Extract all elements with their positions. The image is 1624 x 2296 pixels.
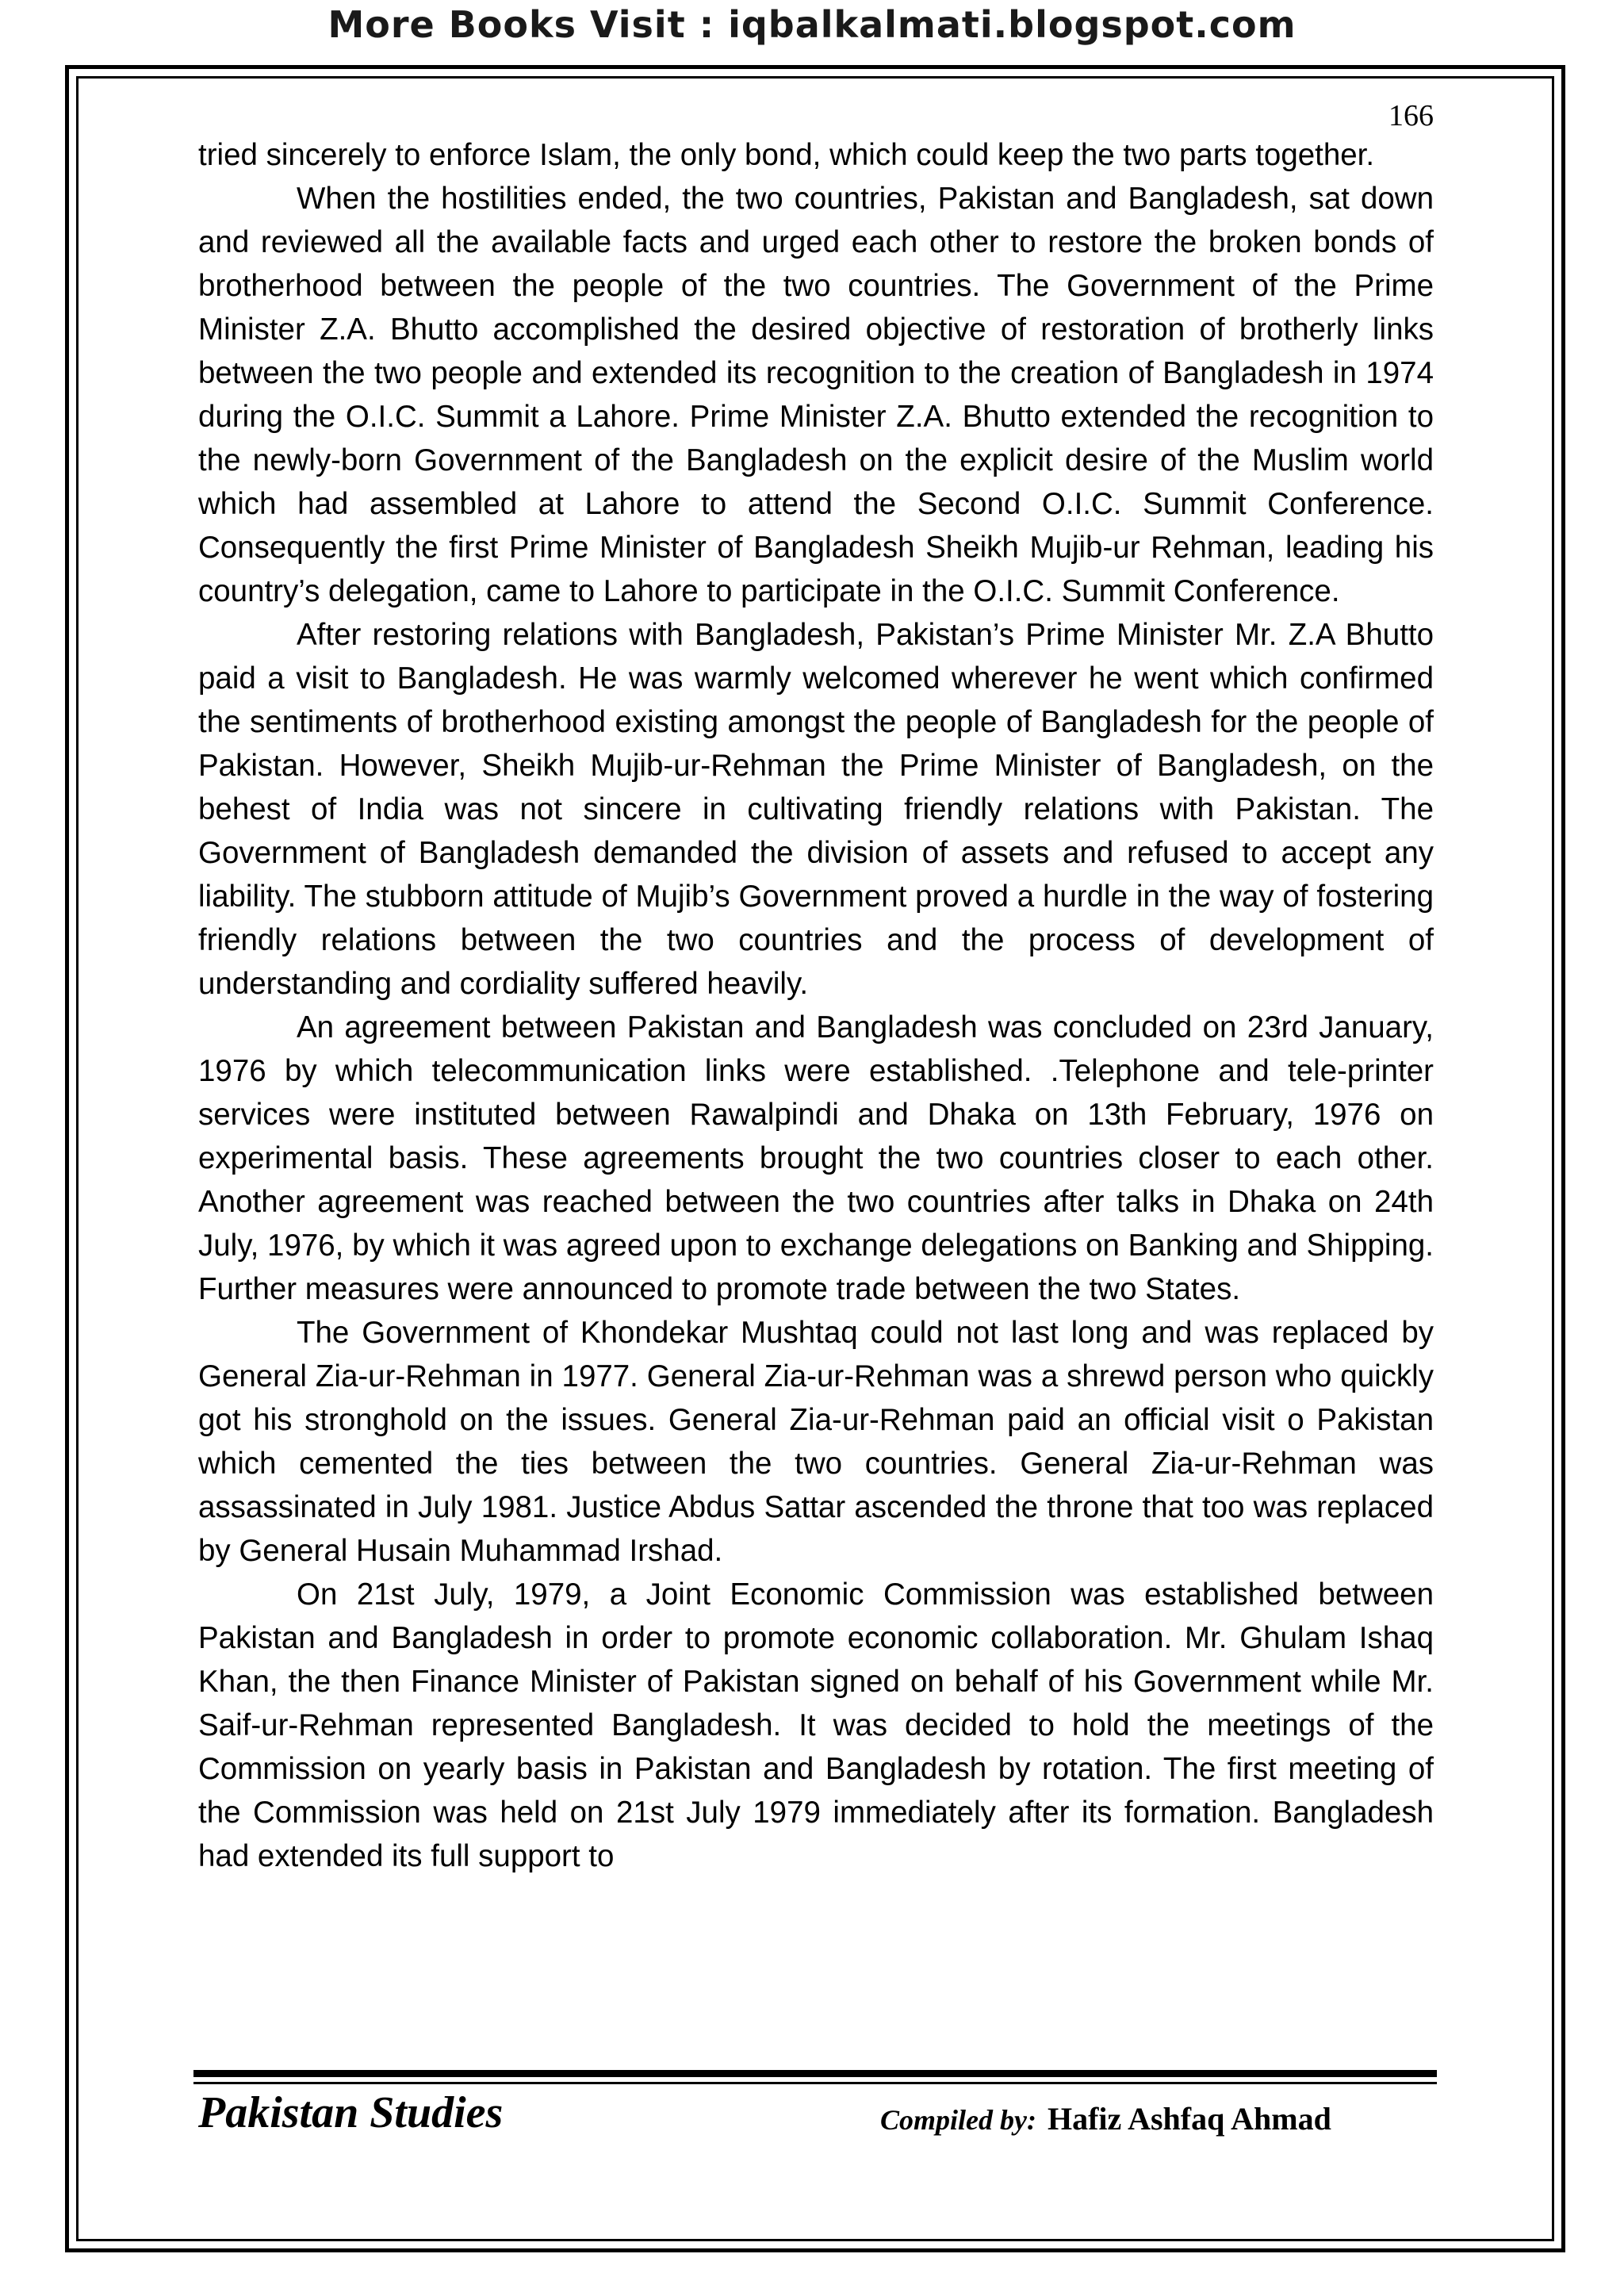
footer-book-title: Pakistan Studies bbox=[198, 2088, 504, 2137]
paragraph: The Government of Khondekar Mushtaq could not last long and was replaced by General Zia-ur-Rehman in 1977. General Zia-ur-Rehman was a shrewd person who quickly got his stronghold on the issues. General Zia-ur-Rehman paid an official visit o Pakistan which cemented the ties between the two countries. General Zia-ur-Rehman was assassinated in July 1981. Justice Abdus Sattar ascended the throne that too was replaced by General Husain Muhammad Irshad. bbox=[198, 1316, 1434, 1568]
author-name: Hafiz Ashfaq Ahmad bbox=[1047, 2101, 1331, 2137]
footer-rule-thick bbox=[193, 2070, 1437, 2077]
paragraph: An agreement between Pakistan and Bangladesh was concluded on 23rd January, 1976 by which telecommunication links were established. .Telephone and tele-printer services were instituted between Rawalpindi and Dhaka on 13th February, 1976 on experimental basis. These agreements brought the two countries closer to each other. Another agreement was reached between the two countries after talks in Dhaka on 24th July, 1976, by which it was agreed upon to exchange delegations on Banking and Shipping. Further measures were announced to promote trade between the two States. bbox=[198, 1010, 1434, 1306]
paragraph: On 21st July, 1979, a Joint Economic Commission was established between Pakistan and Bangladesh in order to promote economic collaboration. Mr. Ghulam Ishaq Khan, the then Finance Minister of Pakistan signed on behalf of his Government while Mr. Saif-ur-Rehman represented Bangladesh. It was decided to hold the meetings of the Commission on yearly basis in Pakistan and Bangladesh by rotation. The first meeting of the Commission was held on 21st July 1979 immediately after its formation. Bangladesh had extended its full support to bbox=[198, 1577, 1434, 1873]
page-number: 166 bbox=[1388, 99, 1434, 132]
footer-rule-thin bbox=[193, 2082, 1437, 2084]
paragraph-continuation: tried sincerely to enforce Islam, the only bond, which could keep the two parts together. bbox=[198, 138, 1375, 172]
paragraph: After restoring relations with Bangladesh, Pakistan’s Prime Minister Mr. Z.A Bhutto paid a visit to Bangladesh. He was warmly welcomed wherever he went which confirmed the sentiments of brotherhood existing amongst the people of Bangladesh for the people of Pakistan. However, Sheikh Mujib-ur-Rehman the Prime Minister of Bangladesh, on the behest of India was not sincere in cultivating friendly relations with Pakistan. The Government of Bangladesh demanded the division of assets and refused to accept any liability. The stubborn attitude of Mujib’s Government proved a hurdle in the way of fostering friendly relations between the two countries and the process of development of understanding and cordiality suffered heavily. bbox=[198, 618, 1434, 1001]
footer-credit bbox=[880, 2100, 1331, 2137]
compiled-by-label: Compiled by: bbox=[880, 2104, 1036, 2136]
site-banner: More Books Visit : iqbalkalmati.blogspot.com bbox=[327, 3, 1297, 46]
body-text bbox=[198, 133, 1434, 1878]
paragraph: When the hostilities ended, the two countries, Pakistan and Bangladesh, sat down and reviewed all the available facts and urged each other to restore the broken bonds of brotherhood between the people of the two countries. The Government of the Prime Minister Z.A. Bhutto accomplished the desired objective of restoration of brotherly links between the two people and extended its recognition to the creation of Bangladesh in 1974 during the O.I.C. Summit a Lahore. Prime Minister Z.A. Bhutto extended the recognition to the newly-born Government of the Bangladesh on the explicit desire of the Muslim world which had assembled at Lahore to attend the Second O.I.C. Summit Conference. Consequently the first Prime Minister of Bangladesh Sheikh Mujib-ur Rehman, leading his country’s delegation, came to Lahore to participate in the O.I.C. Summit Conference. bbox=[198, 182, 1434, 608]
